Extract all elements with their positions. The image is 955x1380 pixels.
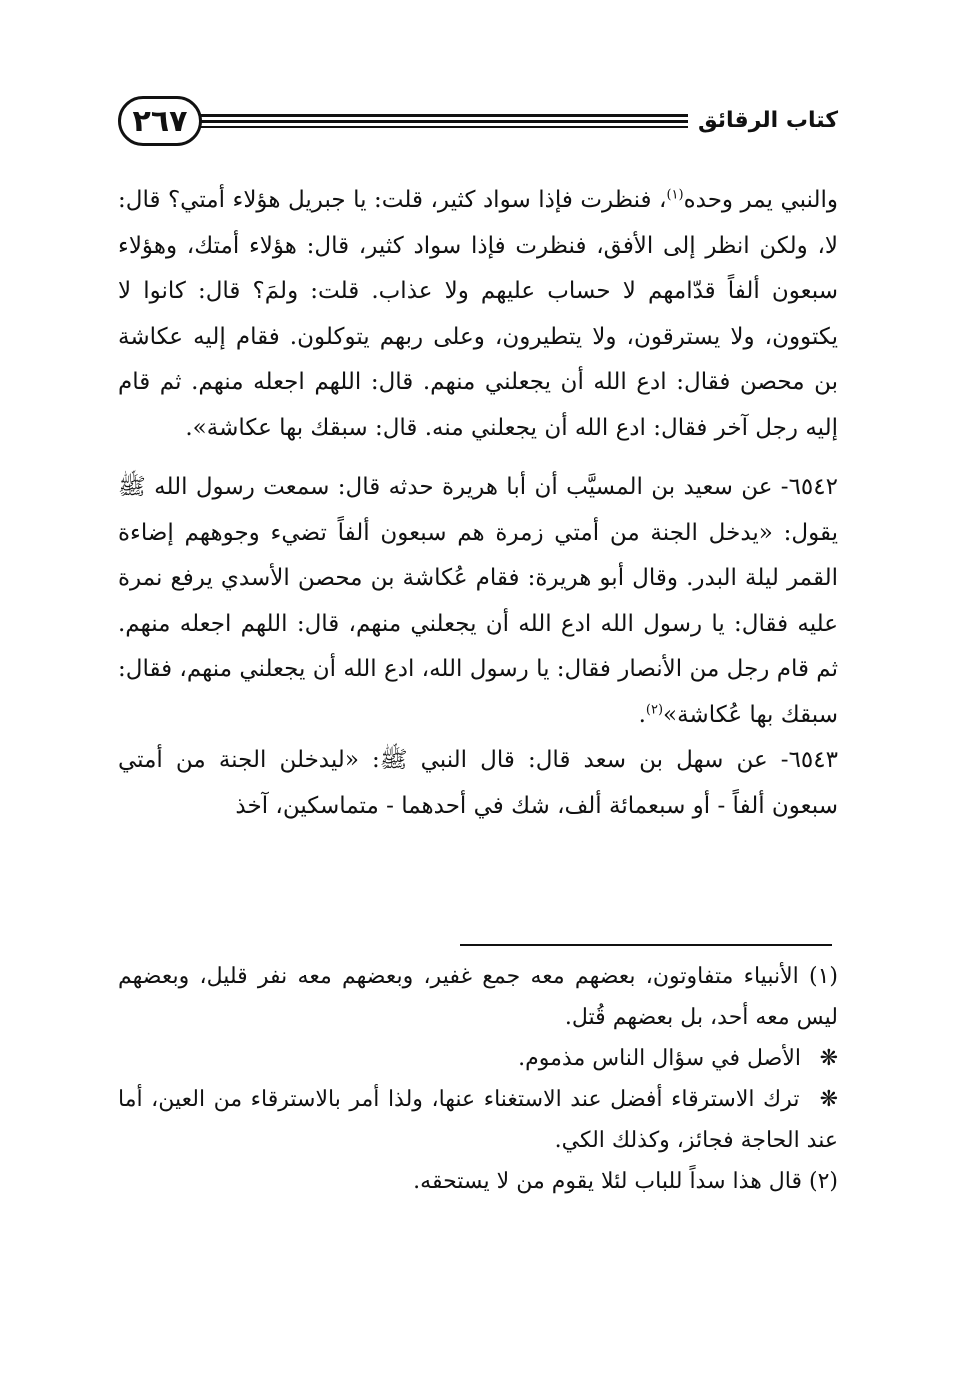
hadith-6543	[118, 738, 838, 829]
paragraph-text: ٦٥٤٣- عن سهل بن سعد قال: قال النبي ﷺ: «ليدخلن الجنة من أمتي سبعون ألفاً - أو سبعمائة ألف، شك في أحدهما - متماسكين، آخذ	[118, 747, 838, 819]
footnote-2: (٢) قال هذا سداً للباب لئلا يقوم من لا يستحقه.	[413, 1169, 838, 1194]
paragraph-text: والنبي يمر وحده	[683, 187, 838, 213]
paragraph-text: ٦٥٤٢- عن سعيد بن المسيَّب أن أبا هريرة حدثه قال: سمعت رسول الله ﷺ يقول: «يدخل الجنة من أمتي زمرة هم سبعون ألفاً تضيء وجوههم إضاءة القمر ليلة البدر. وقال أبو هريرة: فقام عُكاشة بن محصن الأسدي يرفع نمرة عليه فقال: يا رسول الله ادع الله أن يجعلني منهم، قال: اللهم اجعله منهم. ثم قام رجل من الأنصار فقال: يا رسول الله، ادع الله أن يجعلني منهم، فقال: سبقك بها عُكاشة»	[118, 474, 838, 728]
page-header	[118, 96, 838, 156]
footnote-separator	[460, 944, 832, 946]
page-number-badge	[118, 96, 202, 146]
book-title: كتاب الرقائق	[697, 108, 838, 133]
header-rule	[200, 114, 688, 128]
footnote-ref-1: (١)	[666, 187, 684, 203]
paragraph-text: .	[638, 701, 646, 728]
footnote-1: (١) الأنبياء متفاوتون، بعضهم معه جمع غفير، وبعضهم معه نفر قليل، وبعضهم ليس معه أحد، بل بعضهم قُتل.	[118, 964, 838, 1030]
footnote-bullet	[118, 1038, 838, 1079]
paragraph-text: ، فنظرت فإذا سواد كثير، قلت: يا جبريل هؤلاء أمتي؟ قال: لا، ولكن انظر إلى الأفق، فنظرت فإذا سواد كثير، قال: هؤلاء أمتك، وهؤلاء سبعون ألفاً قدّامهم لا حساب عليهم ولا عذاب. قلت: ولمَ؟ قال: كانوا لا يكتوون، ولا يسترقون، ولا يتطيرون، وعلى ربهم يتوكلون. فقام إليه عكاشة بن محصن فقال: ادع الله أن يجعلني منهم. قال: اللهم اجعله منهم. ثم قام إليه رجل آخر فقال: ادع الله أن يجعلني منه. قال: سبقك بها عكاشة».	[118, 187, 838, 441]
footnote-bullet-text: الأصل في سؤال الناس مذموم.	[518, 1046, 801, 1071]
footnote-bullet	[118, 1079, 838, 1161]
paragraph-continuation	[118, 178, 838, 451]
asterisk-icon: ❋	[819, 1046, 838, 1071]
footnote-ref-2: (٢)	[645, 701, 664, 717]
main-text	[118, 178, 838, 829]
page-number: ٢٦٧	[132, 103, 188, 139]
footnotes	[118, 956, 838, 1202]
footnote-bullet-text: ترك الاسترقاء أفضل عند الاستغناء عنها، ولذا أمر بالاسترقاء من العين، أما عند الحاجة فجائز، وكذلك الكي.	[118, 1087, 838, 1153]
asterisk-icon: ❋	[819, 1087, 838, 1112]
hadith-6542	[118, 465, 838, 738]
